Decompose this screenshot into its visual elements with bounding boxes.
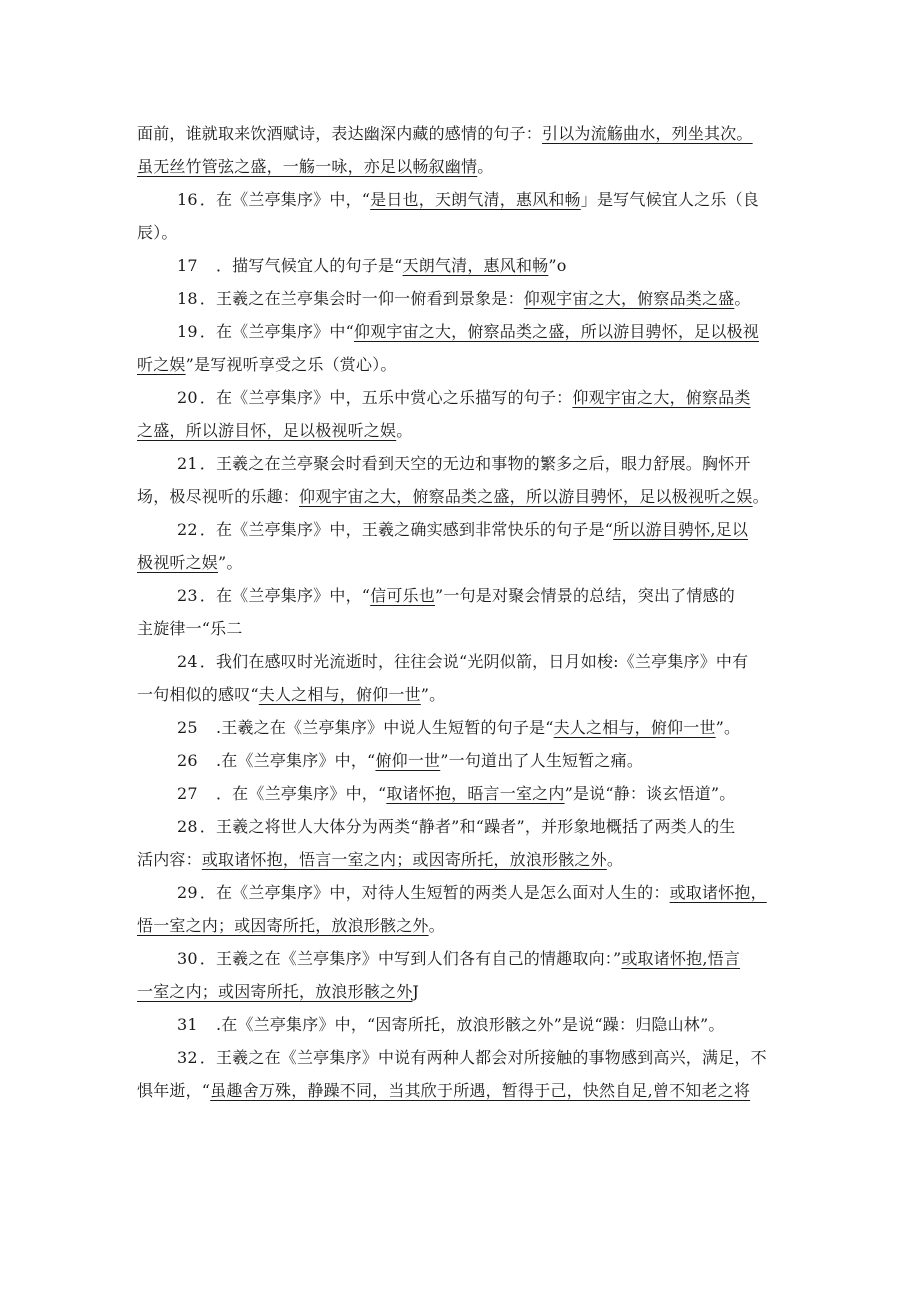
item-number: 27 [177, 784, 198, 803]
text-line [137, 777, 787, 810]
text-run: 主旋律一“乐二 [137, 619, 243, 638]
item-number: 24 [177, 652, 198, 671]
text-run: ．王羲之将世人大体分为两类“静者”和“躁者”，并形象地概括了两类人的生 [199, 817, 736, 836]
text-line [137, 612, 787, 645]
text-line [137, 744, 787, 777]
item-number: 17 [177, 256, 198, 275]
text-line [137, 645, 787, 678]
quoted-answer: 虽无丝竹管弦之盛，一觞一咏，亦足以畅叙幽情 [137, 157, 478, 176]
text-line [137, 381, 787, 414]
text-line [137, 1074, 787, 1107]
item-number: 16 [177, 190, 198, 209]
item-number: 30 [177, 949, 198, 968]
quoted-answer: 天朗气清，惠风和畅 [402, 256, 549, 275]
question-item [137, 315, 787, 381]
item-number: 26 [177, 751, 198, 770]
quoted-answer: 一室之内；或因寄所托，放浪形骸之外 [137, 982, 413, 1001]
text-run: 。 [396, 421, 413, 440]
text-run: ”。 [420, 685, 446, 704]
quoted-answer: 仰观宇宙之大，俯察品类之盛，所以游目骋怀，足以极视听之娱 [299, 487, 753, 506]
text-run: J [412, 982, 420, 1001]
text-run: ”是写视听享受之乐（赏心）。 [185, 355, 397, 374]
text-line [137, 513, 787, 546]
question-item [137, 1041, 787, 1107]
text-run: ．王羲之在《兰亭集序》中写到人们各有自己的情趣取向：” [199, 949, 622, 968]
quoted-answer: 之盛，所以游目怀，足以极视听之娱 [137, 421, 397, 440]
text-run: .在《兰亭集序》中，“ [199, 751, 376, 770]
text-run: 辰）。 [137, 223, 178, 242]
text-run: 。 [734, 289, 751, 308]
quoted-answer: 俯仰一世 [375, 751, 441, 770]
quoted-answer: 仰观宇宙之大，俯察品类之盛 [523, 289, 735, 308]
text-run: .在《兰亭集序》中，“因寄所托，放浪形骸之外”是说“躁：归隐山林”。 [199, 1015, 725, 1034]
item-number: 20 [177, 388, 198, 407]
quoted-answer: 仰观宇宙之大，俯察品类 [572, 388, 751, 407]
text-line [137, 150, 787, 183]
quoted-answer: 信可乐也 [370, 586, 435, 605]
question-item [137, 282, 787, 315]
quoted-answer: 悟一室之内；或因寄所托，放浪形骸之外 [137, 916, 429, 935]
text-line [137, 348, 787, 381]
quoted-answer: 仰观宇宙之大，俯察品类之盛，所以游目骋怀，足以极视 [353, 322, 759, 341]
text-run: 惧年逝，“ [137, 1081, 211, 1100]
text-line [137, 282, 787, 315]
quoted-answer: 所以游目骋怀,足以 [613, 520, 749, 539]
text-line [137, 249, 787, 282]
question-item [137, 942, 787, 1008]
document-page [137, 117, 787, 1107]
question-item [137, 876, 787, 942]
text-run: ．在《兰亭集序》中，“ [199, 784, 387, 803]
text-run: 。 [606, 850, 624, 869]
question-item [137, 183, 787, 249]
text-line [137, 909, 787, 942]
text-run: ．在《兰亭集序》中，对待人生短暂的两类人是怎么面对人生的： [199, 883, 670, 902]
question-item [137, 711, 787, 744]
text-run: ”o [548, 256, 567, 275]
text-line [137, 480, 787, 513]
item-number: 32 [177, 1048, 198, 1067]
text-run: 面前，谁就取来饮酒赋诗，表达幽深内藏的感情的句子： [137, 124, 543, 143]
quoted-answer: 听之娱 [137, 355, 186, 374]
text-run: 一句相似的感叹“ [137, 685, 259, 704]
text-run: ．在《兰亭集序》中，“ [199, 586, 371, 605]
question-item [137, 249, 787, 282]
question-item [137, 381, 787, 447]
text-run: ”一句道出了人生短暂之痛。 [440, 751, 644, 770]
text-run: 。 [752, 487, 769, 506]
quoted-answer: 极视听之娱 [137, 553, 219, 572]
text-run: ．我们在感叹时光流逝时，往往会说“光阴似箭，日月如梭:《兰亭集序》中有 [199, 652, 749, 671]
item-number: 29 [177, 883, 198, 902]
text-run: ”。 [218, 553, 243, 572]
text-line [137, 975, 787, 1008]
item-number: 18 [177, 289, 198, 308]
question-item [137, 447, 787, 513]
text-run: ．王羲之在兰亭集会时一仰一俯看到景象是： [199, 289, 524, 308]
quoted-answer: 夫人之相与，俯仰一世 [553, 718, 716, 737]
text-run: 。 [428, 916, 445, 935]
item-number: 28 [177, 817, 198, 836]
question-item [137, 117, 787, 183]
text-line [137, 117, 787, 150]
question-item [137, 744, 787, 777]
text-line [137, 1041, 787, 1074]
text-run: ．王羲之在兰亭聚会时看到天空的无边和事物的繁多之后，眼力舒展。胸怀开 [199, 454, 751, 473]
text-line [137, 876, 787, 909]
text-run: ．王羲之在《兰亭集序》中说有两种人都会对所接触的事物感到高兴，满足，不 [199, 1048, 767, 1067]
text-run: ．在《兰亭集序》中“ [199, 322, 354, 341]
quoted-answer: 或取诸怀抱， [669, 883, 767, 902]
text-line [137, 711, 787, 744]
text-line [137, 315, 787, 348]
question-item [137, 513, 787, 579]
text-line [137, 843, 787, 876]
text-run: ．在《兰亭集序》中，“ [199, 190, 371, 209]
text-run: ”是说“静：谈玄悟道”。 [564, 784, 736, 803]
text-run: 」是写气候宜人之乐（良 [580, 190, 759, 209]
text-line [137, 678, 787, 711]
quoted-answer: 引以为流觞曲水，列坐其次。 [542, 124, 753, 143]
quoted-answer: 取诸怀抱，晤言一室之内 [386, 784, 565, 803]
quoted-answer: 或取诸怀抱,悟言 [621, 949, 741, 968]
item-number: 21 [177, 454, 198, 473]
text-line [137, 216, 787, 249]
text-run: ．在《兰亭集序》中，五乐中赏心之乐描写的句子： [199, 388, 573, 407]
question-item [137, 777, 787, 810]
item-number: 22 [177, 520, 198, 539]
text-line [137, 414, 787, 447]
quoted-answer: 或取诸怀抱，悟言一室之内；或因寄所托，放浪形骸之外 [201, 850, 607, 869]
item-number: 25 [177, 718, 198, 737]
question-item [137, 1008, 787, 1041]
text-line [137, 183, 787, 216]
text-run: ”。 [715, 718, 741, 737]
text-line [137, 546, 787, 579]
item-number: 23 [177, 586, 198, 605]
text-run: .王羲之在《兰亭集序》中说人生短暂的句子是“ [199, 718, 554, 737]
text-line [137, 1008, 787, 1041]
text-run: ．描写气候宜人的句子是“ [199, 256, 403, 275]
text-line [137, 810, 787, 843]
text-run: ”一句是对聚会情景的总结，突出了情感的 [434, 586, 735, 605]
quoted-answer: 是日也，天朗气清，惠风和畅 [370, 190, 581, 209]
question-item [137, 579, 787, 645]
quoted-answer: 夫人之相与，俯仰一世 [258, 685, 421, 704]
text-run: 场，极尽视听的乐趣： [137, 487, 300, 506]
question-item [137, 645, 787, 711]
text-run: 活内容： [137, 850, 202, 869]
text-line [137, 579, 787, 612]
text-run: ．在《兰亭集序》中，王羲之确实感到非常快乐的句子是“ [199, 520, 614, 539]
item-number: 31 [177, 1015, 198, 1034]
question-item [137, 810, 787, 876]
text-run: 。 [477, 157, 494, 176]
quoted-answer: 虽趣舍万殊，静躁不同，当其欣于所遇，暂得于己，快然自足,曾不知老之将 [210, 1081, 751, 1100]
text-line [137, 942, 787, 975]
item-number: 19 [177, 322, 198, 341]
text-line [137, 447, 787, 480]
